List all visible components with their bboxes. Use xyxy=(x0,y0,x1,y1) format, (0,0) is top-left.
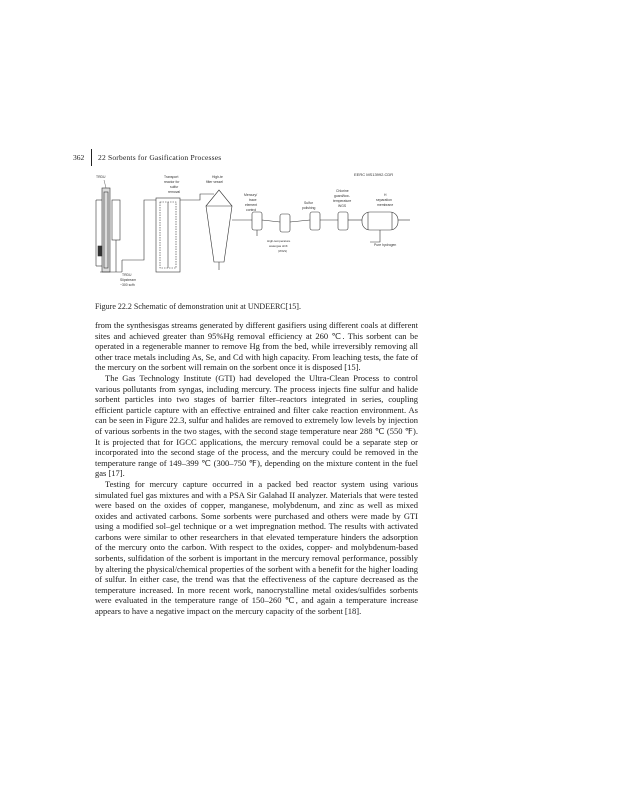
label-sulfur-1: Sulfur xyxy=(304,201,313,205)
label-transport-4: removal xyxy=(168,190,181,194)
body-text xyxy=(95,320,418,617)
label-mercury-4: control xyxy=(246,208,257,212)
schematic-figure xyxy=(92,170,430,290)
label-h2sep-2: separation xyxy=(376,198,392,202)
label-transport-3: sulfur xyxy=(170,185,179,189)
label-chlorine-1: Chlorine xyxy=(336,189,349,193)
label-wgs-3: (WGS) xyxy=(278,249,288,253)
label-htfilter-1: High-te xyxy=(212,175,223,179)
label-wgs-2: watergas shift xyxy=(269,244,288,248)
paragraph-3: Testing for mercury capture occurred in a packed bed reactor system using various simulated fuel gas mixtures and with a PSA Sir Galahad II analyzer. Materials that were tested were based on the oxides of copper, manganese, molybdenum, and zinc as well as mixed oxides and activated carbons. Some sorbents were purchased and others were made by GTI using a modified sol–gel technique or a wet impregnation method. The results with activated carbons were similar to other researchers in that elevated temperature hinders the adsorption of the mercury onto the carbon. With respect to the oxides, copper- and molybdenum-based sorbents, sulfidation of the sorbent is important in the mercury removal performance, possibly by altering the physical/chemical properties of the sorbent with a benefit for the higher loading of sulfur. In either case, the trend was that the effectiveness of the capture decreased as the temperature increased. In more recent work, nanocrystalline metal oxides/sulfides sorbents were evaluated in the temperature range of 150–260 ℃, and again a temperature increase appears to have a negative impact on the mercury capacity of the sorbent [18]. xyxy=(95,478,418,617)
label-mercury-1: Mercury/ xyxy=(244,193,258,197)
trdu-unit-drawing xyxy=(96,188,122,272)
figure-watermark: EERC MS13992.CDR xyxy=(354,172,394,177)
header-divider xyxy=(91,149,92,166)
label-transport-2: reactor for xyxy=(164,180,180,184)
page-number: 362 xyxy=(73,153,85,162)
running-title: 22 Sorbents for Gasification Processes xyxy=(98,153,222,162)
label-htfilter-2: filter vessel xyxy=(206,180,223,184)
transport-reactor-drawing xyxy=(156,198,180,272)
page-header xyxy=(73,149,543,167)
label-trdu: TRDU xyxy=(96,175,106,179)
label-mercury-3: element xyxy=(245,203,258,207)
label-wgs-1: High-temperature xyxy=(267,239,291,243)
label-slipstream-3: ~300 scfh xyxy=(120,283,135,287)
label-chlorine-2: guard/low- xyxy=(334,194,350,198)
label-sulfur-2: polishing xyxy=(302,206,316,210)
label-slipstream-2: Slipstream xyxy=(120,278,137,282)
demonstration-unit-schematic xyxy=(92,170,430,290)
label-chlorine-4: WGS xyxy=(338,204,347,208)
label-h2sep-1: H xyxy=(384,193,387,197)
process-vessels xyxy=(252,212,362,236)
label-pure-hydrogen: Pure hydrogen xyxy=(374,243,397,247)
label-mercury-2: trace xyxy=(249,198,257,202)
label-chlorine-3: temperature xyxy=(333,199,352,203)
paragraph-2: The Gas Technology Institute (GTI) had developed the Ultra-Clean Process to control various pollutants from syngas, including mercury. The process injects fine sulfur and halide sorbent particles into two stages of barrier filter–reactors integrated in series, coupling efficient particle capture with an effective entrained and filter cake reaction environment. As can be seen in Figure 22.3, sulfur and halides are removed to extremely low levels by injection of various sorbents in the two stages, with the second stage temperature near 288 ℃ (550 ℉). It is projected that for IGCC applications, the mercury removal could be a separate step or incorporated into the second stage of the process, and the mercury could be removed in the temperature range of 149–399 ℃ (300–750 ℉), depending on the mixture content in the fuel gas [17]. xyxy=(95,372,418,479)
figure-caption: Figure 22.2 Schematic of demonstration unit at UNDEERC[15]. xyxy=(95,302,301,311)
filter-vessel-drawing xyxy=(206,190,232,270)
label-h2sep-3: membrane xyxy=(377,203,394,207)
label-transport-1: Transport xyxy=(164,175,179,179)
membrane-drawing xyxy=(362,212,410,242)
paragraph-1: from the synthesisgas streams generated by different gasifiers using different coals at different sites and achieved greater than 95%Hg removal efficiency at 260 ℃. This sorbent can be operated in a regenerable manner to remove Hg from the bed, while irreversibly removing all other trace metals including As, Se, and Cd with high capacity. From leaching tests, the fate of the mercury on the sorbent will remain on the sorbent once it is disposed [15]. xyxy=(95,320,418,373)
label-slipstream-1: TRDU xyxy=(122,273,132,277)
